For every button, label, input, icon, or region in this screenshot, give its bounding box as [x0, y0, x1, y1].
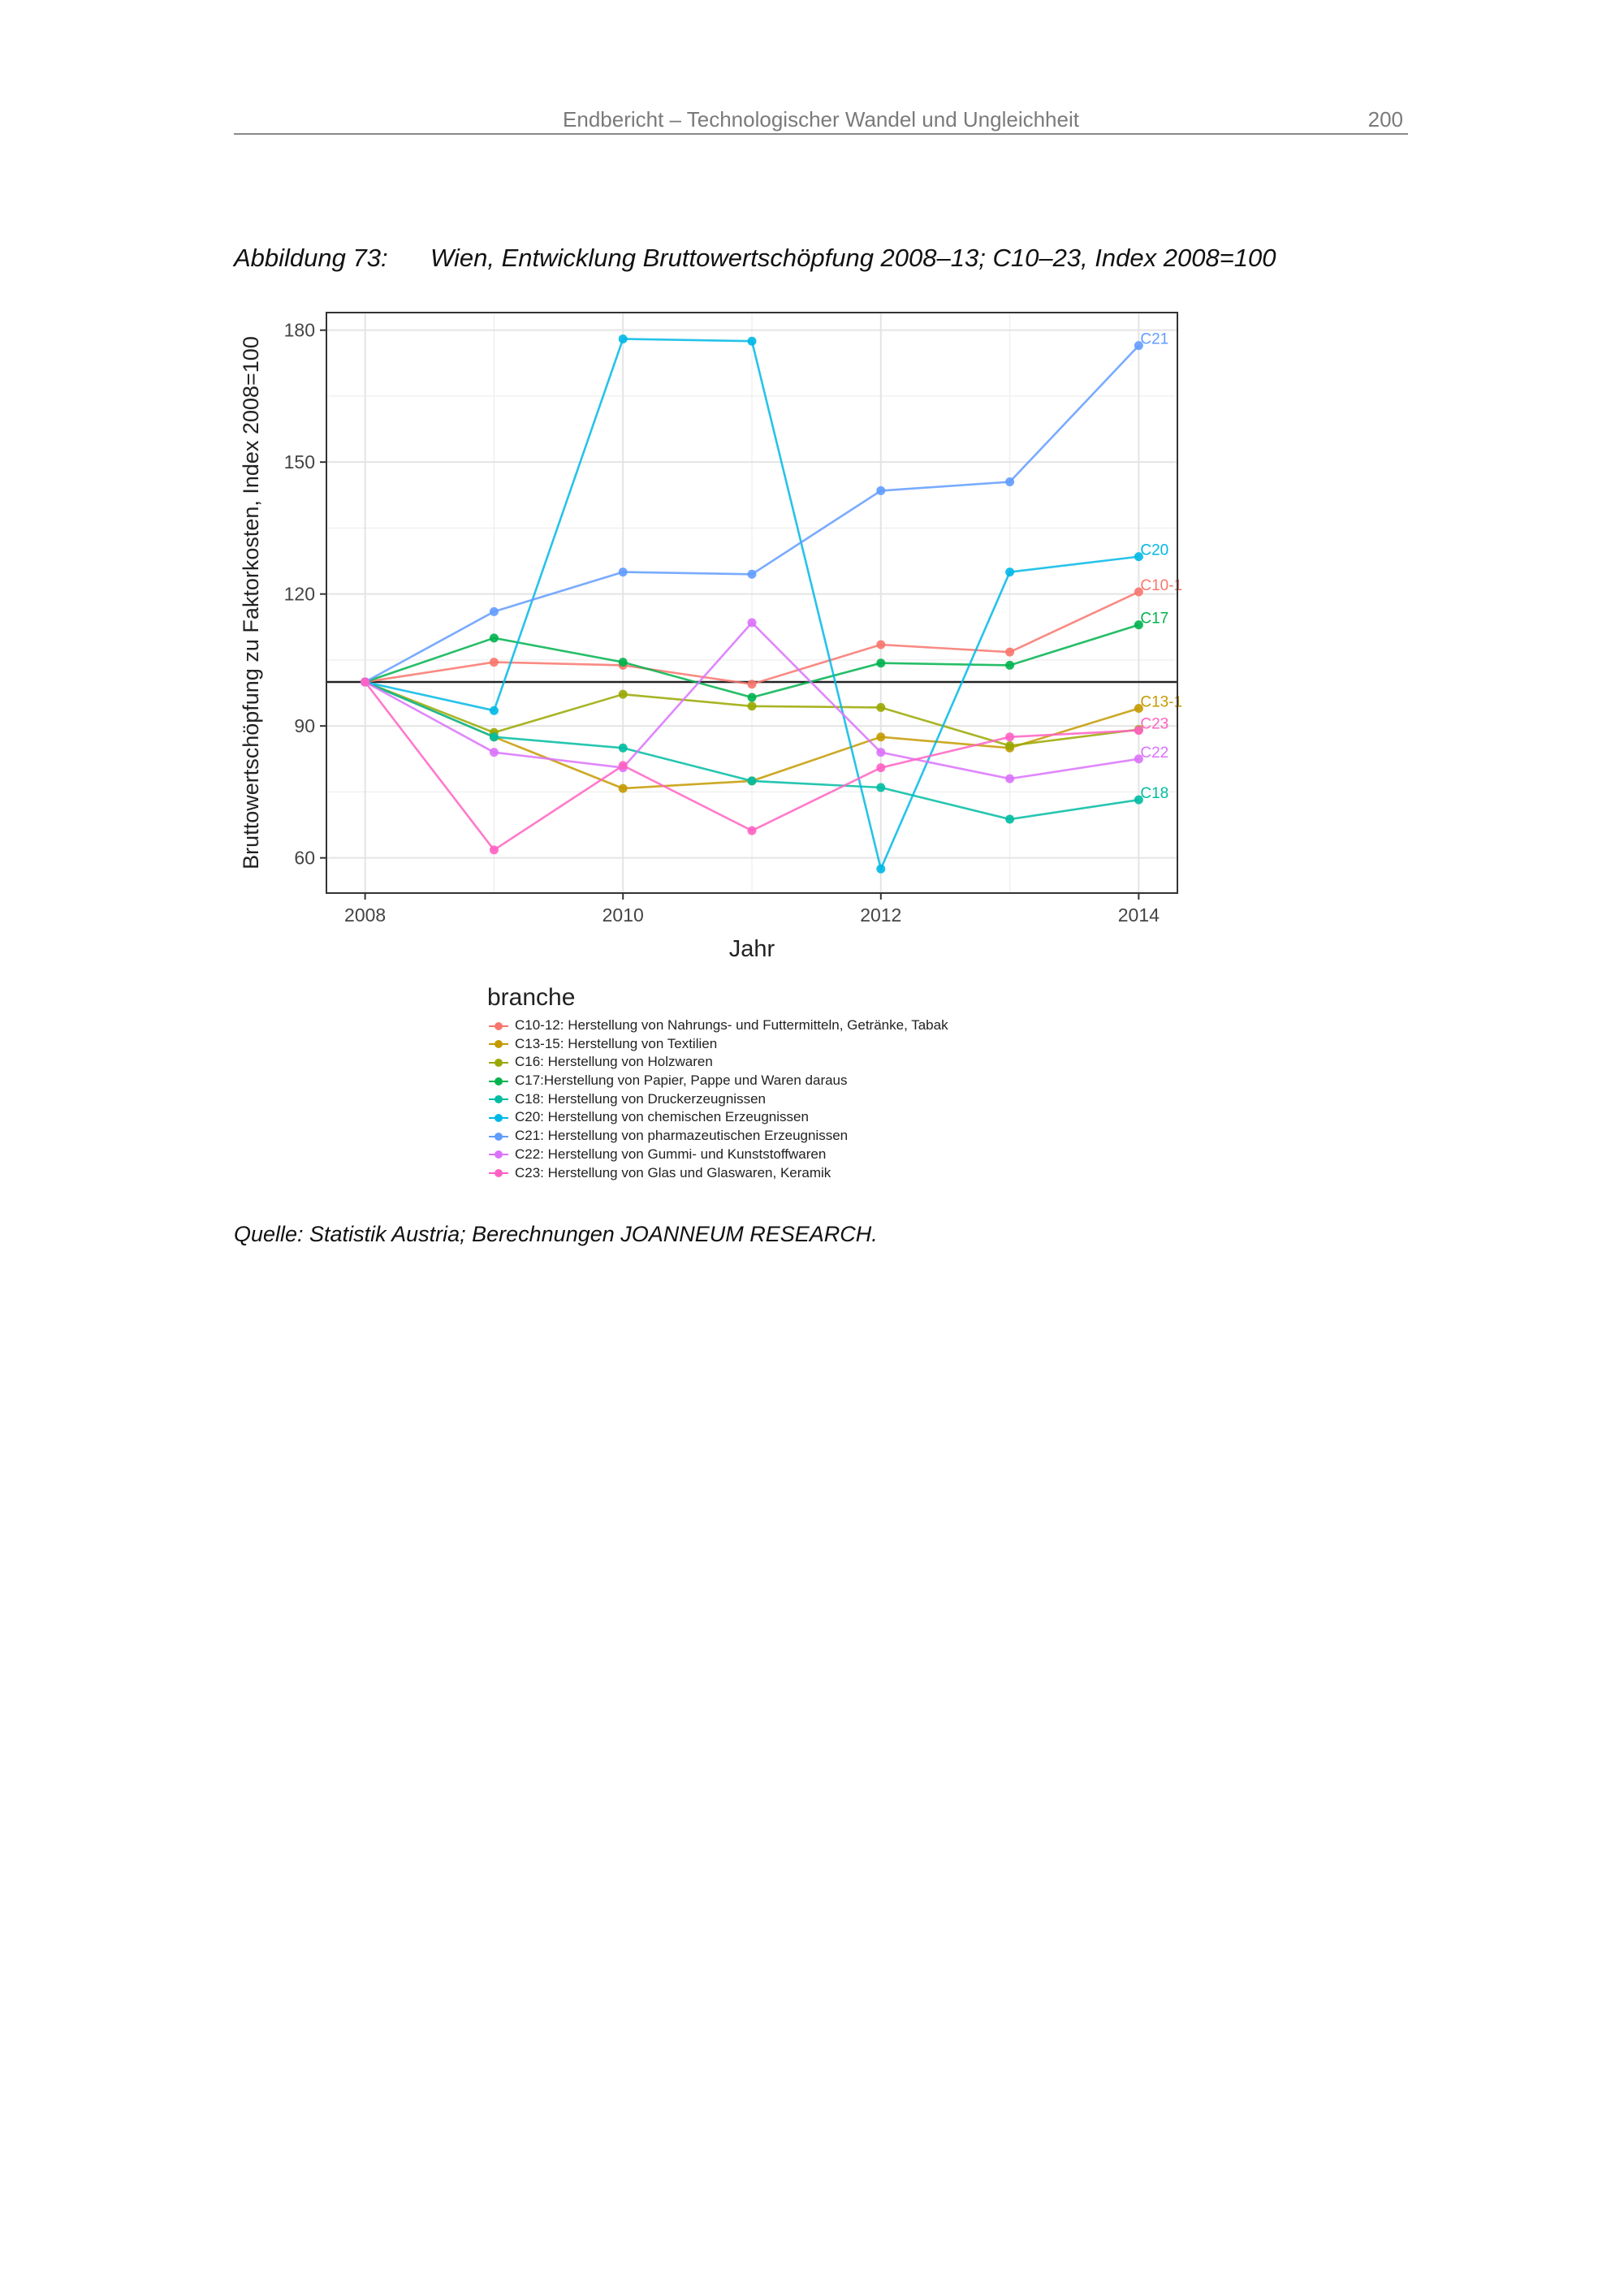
data-point — [748, 826, 757, 835]
legend-key — [487, 1072, 510, 1090]
data-point — [490, 633, 499, 642]
y-tick-label: 120 — [283, 583, 315, 605]
y-tick-label: 60 — [294, 847, 315, 869]
data-point — [619, 761, 628, 770]
y-tick-label: 90 — [294, 715, 315, 737]
data-point — [748, 337, 757, 346]
series-end-label: C22 — [1140, 744, 1169, 762]
legend-items — [487, 1016, 948, 1182]
x-tick-label: 2012 — [860, 904, 902, 926]
figure-caption — [234, 244, 1276, 273]
page-header — [234, 104, 1408, 135]
data-point — [876, 763, 885, 772]
data-point — [1005, 648, 1014, 657]
legend-label: C22: Herstellung von Gummi- und Kunststoffwaren — [515, 1146, 827, 1162]
data-point — [490, 732, 499, 741]
data-point — [361, 678, 369, 687]
legend-key — [487, 1035, 510, 1053]
x-tick-label: 2014 — [1117, 904, 1160, 926]
data-point — [619, 334, 628, 343]
data-point — [1005, 477, 1014, 486]
series-end-label: C13-1 — [1140, 693, 1183, 711]
legend-item — [487, 1146, 948, 1164]
data-point — [1005, 775, 1014, 783]
data-point — [619, 568, 628, 576]
x-tick-label: 2008 — [344, 904, 387, 926]
data-point — [619, 784, 628, 793]
data-point — [619, 690, 628, 699]
data-point — [876, 640, 885, 649]
x-tick-label: 2010 — [602, 904, 644, 926]
series-end-label: C20 — [1140, 542, 1169, 559]
data-point — [748, 570, 757, 579]
legend-label: C10-12: Herstellung von Nahrungs- und Futtermitteln, Getränke, Tabak — [515, 1017, 948, 1033]
line-chart — [235, 300, 1194, 966]
y-tick-label: 150 — [283, 451, 315, 473]
legend-label: C16: Herstellung von Holzwaren — [515, 1054, 713, 1070]
figure-number: Abbildung 73: — [234, 244, 388, 272]
legend-item — [487, 1035, 948, 1054]
legend-key — [487, 1146, 510, 1163]
y-axis-title: Bruttowertschöpfung zu Faktorkosten, Index 2008=100 — [239, 336, 263, 870]
legend-item — [487, 1164, 948, 1183]
legend-label: C20: Herstellung von chemischen Erzeugnissen — [515, 1109, 809, 1125]
legend-key — [487, 1054, 510, 1072]
legend-key — [487, 1017, 510, 1035]
data-point — [876, 748, 885, 757]
legend-item — [487, 1053, 948, 1072]
data-point — [876, 783, 885, 792]
data-point — [748, 776, 757, 785]
legend-label: C23: Herstellung von Glas und Glaswaren, Keramik — [515, 1164, 831, 1180]
legend-item — [487, 1072, 948, 1090]
figure-title: Wien, Entwicklung Bruttowertschöpfung 2008–13; C10–23, Index 2008=100 — [430, 244, 1276, 272]
data-point — [748, 680, 757, 688]
legend-item — [487, 1090, 948, 1109]
data-point — [490, 607, 499, 616]
legend-title: branche — [487, 984, 576, 1011]
legend-label: C13-15: Herstellung von Textilien — [515, 1035, 718, 1051]
data-point — [876, 658, 885, 667]
legend-key — [487, 1128, 510, 1146]
source-note: Quelle: Statistik Austria; Berechnungen JOANNEUM RESEARCH. — [234, 1222, 878, 1246]
chart-legend — [487, 984, 948, 1182]
data-point — [748, 693, 757, 701]
legend-item — [487, 1016, 948, 1035]
data-point — [619, 658, 628, 667]
data-point — [1005, 815, 1014, 824]
data-point — [748, 618, 757, 627]
data-point — [1005, 568, 1014, 576]
legend-label: C17:Herstellung von Papier, Pappe und Waren daraus — [515, 1072, 848, 1089]
data-point — [876, 732, 885, 741]
series-end-label: C23 — [1140, 715, 1169, 733]
data-point — [490, 706, 499, 715]
data-point — [1005, 741, 1014, 750]
x-axis-title: Jahr — [728, 936, 775, 962]
series-end-label: C17 — [1140, 610, 1169, 628]
data-point — [619, 744, 628, 753]
legend-item — [487, 1108, 948, 1127]
legend-key — [487, 1109, 510, 1127]
data-point — [490, 658, 499, 667]
legend-label: C21: Herstellung von pharmazeutischen Erzeugnissen — [515, 1128, 849, 1144]
data-point — [876, 703, 885, 712]
data-point — [1005, 732, 1014, 741]
series-end-label: C21 — [1140, 330, 1169, 348]
legend-item — [487, 1127, 948, 1146]
series-end-label: C10-1 — [1140, 576, 1183, 594]
data-point — [490, 748, 499, 757]
legend-key — [487, 1090, 510, 1108]
legend-key — [487, 1164, 510, 1182]
header-title: Endbericht – Technologischer Wandel und Ungleichheit — [563, 107, 1079, 132]
page-number: 200 — [1367, 107, 1403, 132]
y-tick-label: 180 — [283, 319, 315, 341]
data-point — [748, 701, 757, 710]
data-point — [876, 865, 885, 874]
data-point — [876, 486, 885, 495]
data-point — [1005, 661, 1014, 670]
legend-label: C18: Herstellung von Druckerzeugnissen — [515, 1090, 766, 1107]
data-point — [490, 845, 499, 854]
series-end-label: C18 — [1140, 785, 1169, 803]
